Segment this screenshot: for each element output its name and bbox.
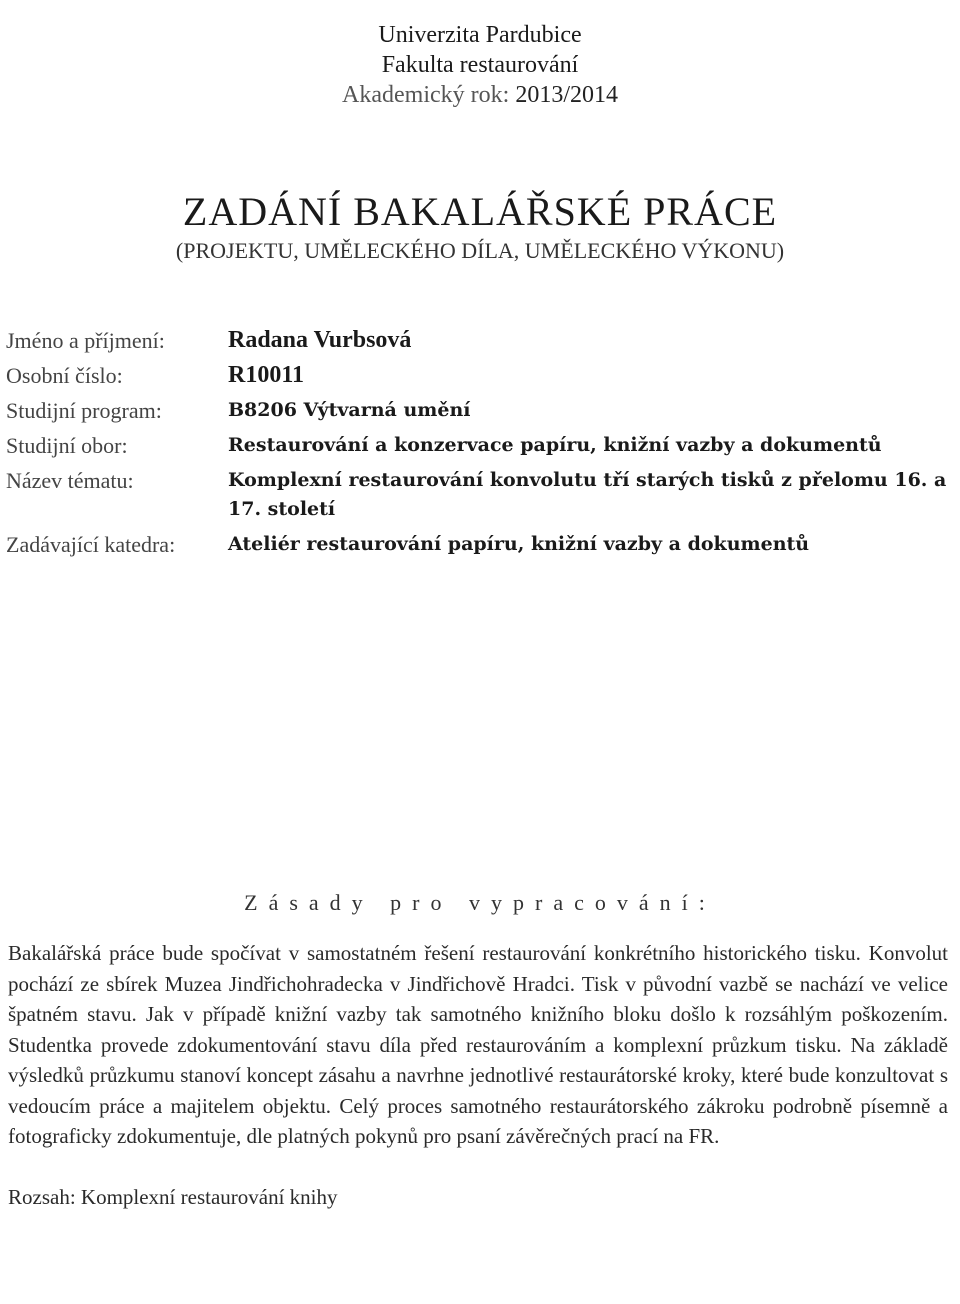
document-header <box>0 20 960 110</box>
field-label: Osobní číslo: <box>6 363 123 388</box>
field-value: Radana Vurbsová <box>228 327 412 353</box>
field-label: Zadávající katedra: <box>6 532 176 557</box>
field-label: Studijní program: <box>6 398 162 423</box>
field-value: Restaurování a konzervace papíru, knižní vazby a dokumentů <box>228 434 882 456</box>
field-value: Ateliér restaurování papíru, knižní vazby a dokumentů <box>228 533 810 555</box>
assignment-fields <box>6 326 956 565</box>
principles-body: Bakalářská práce bude spočívat v samostatném řešení restaurování konkrétního historického tisku. Konvolut pochází ze sbírek Muzea Jindřichohradecka v Jindřichově Hradci. Tisk v původní vazbě se nachází ve velice špatném stavu. Jak v případě knižní vazby tak samotného knižního bloku došlo k rozsáhlým poškozením. Studentka provede zdokumentování stavu díla před restaurováním a komplexní průzkum tisku. Na základě výsledků průzkumu stanoví koncept zásahu a navrhne jednotlivé restaurátorské kroky, které bude konzultovat s vedoucím práce a majitelem objektu. Celý proces samotného restaurátorského zákroku podrobně písemně a fotograficky zdokumentuje, dle platných pokynů pro psaní závěrečných prací na FR. <box>8 941 948 1148</box>
field-value: R10011 <box>228 362 305 388</box>
field-row-study-program <box>6 396 956 425</box>
faculty-name: Fakulta restaurování <box>381 52 579 78</box>
field-row-name <box>6 326 956 355</box>
document-subtitle: (PROJEKTU, UMĚLECKÉHO DÍLA, UMĚLECKÉHO VÝKONU) <box>175 238 785 263</box>
field-label: Jméno a příjmení: <box>6 328 165 353</box>
academic-year-value: 2013/2014 <box>515 82 618 108</box>
academic-year <box>0 80 960 110</box>
field-row-study-field <box>6 431 956 460</box>
field-label: Studijní obor: <box>6 433 128 458</box>
field-row-topic <box>6 466 956 524</box>
field-value: Komplexní restaurování konvolutu tří starých tisků z přelomu 16. a 17. století <box>228 469 947 520</box>
university-name: Univerzita Pardubice <box>378 22 582 48</box>
principles-heading: Zásady pro vypracování: <box>244 890 716 915</box>
document-title: ZADÁNÍ BAKALÁŘSKÉ PRÁCE <box>182 189 778 234</box>
field-value: B8206 Výtvarná umění <box>228 399 471 421</box>
principles-scope: Rozsah: Komplexní restaurování knihy <box>8 1185 338 1209</box>
field-row-department <box>6 530 956 559</box>
field-row-personal-number <box>6 361 956 390</box>
field-label: Název tématu: <box>6 468 134 493</box>
academic-year-label: Akademický rok: <box>342 82 510 108</box>
